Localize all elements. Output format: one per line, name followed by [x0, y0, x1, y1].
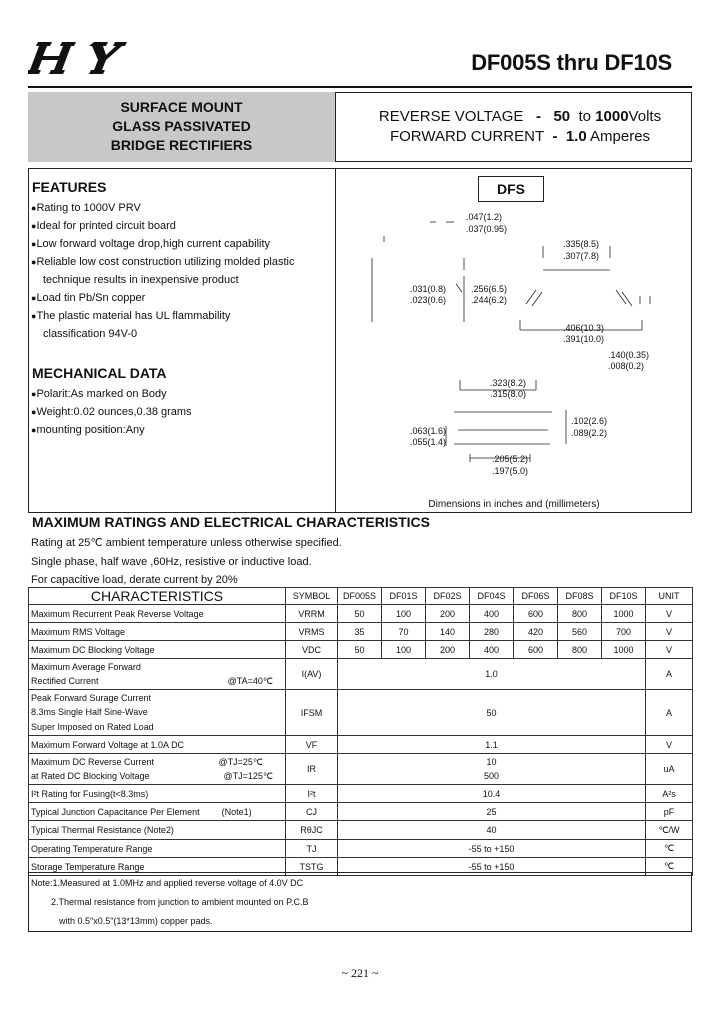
dim-label: .055(1.4) [410, 437, 447, 447]
rv-to: to [578, 108, 591, 125]
table-row: Operating Temperature Range TJ -55 to +150 ℃ [29, 840, 693, 858]
feature-item: ●Reliable low cost construction utilizing molded plastic [31, 256, 295, 268]
bullet-icon: ● [31, 257, 37, 267]
mechanical-item: ●Polarit:As marked on Body [31, 388, 167, 400]
dim-label: .047(1.2) [466, 212, 503, 222]
fc-dash: - [552, 128, 558, 145]
condition-line: For capacitive load, derate current by 20% [31, 574, 238, 586]
rv-low: 50 [553, 108, 571, 125]
fc-label: FORWARD CURRENT [389, 128, 545, 145]
dim-label: .406(10.3) [563, 323, 605, 333]
ratings-table [28, 587, 693, 876]
bullet-icon: ● [31, 407, 37, 417]
bullet-icon: ● [31, 203, 37, 213]
dim-label: .008(0.2) [608, 361, 645, 371]
page-title: DF005S thru DF10S [471, 50, 672, 75]
table-row: Maximum Average Forward Rectified Current @TA=40℃ I(AV) 1.0 A [29, 659, 693, 690]
bullet-icon: ● [31, 221, 37, 231]
product-line-3: BRIDGE RECTIFIERS [110, 137, 253, 153]
dim-label: .256(6.5) [471, 284, 508, 294]
package-name: DFS [478, 176, 544, 202]
table-row: I²t Rating for Fusing(t<8.3ms) I²t 10.4 A²s [29, 785, 693, 803]
ratings-summary [340, 107, 700, 147]
bullet-icon: ● [31, 425, 37, 435]
col-header: DF01S [382, 588, 426, 605]
feature-item: technique results in inexpensive product [43, 274, 239, 286]
table-row: Typical Junction Capacitance Per Element (Note1) CJ 25 pF [29, 803, 693, 821]
feature-item: classification 94V-0 [43, 328, 138, 340]
max-ratings-conditions [31, 534, 342, 590]
feature-item: ●Load tin Pb/Sn copper [31, 292, 146, 304]
bullet-icon: ● [31, 239, 37, 249]
col-header: UNIT [646, 588, 693, 605]
table-row: Maximum Forward Voltage at 1.0A DC VF 1.1 V [29, 736, 693, 754]
product-line-1: SURFACE MOUNT [120, 99, 243, 115]
bullet-icon: ● [31, 389, 37, 399]
condition-line: Rating at 25℃ ambient temperature unless otherwise specified. [31, 537, 342, 549]
dim-label: .323(8.2) [490, 378, 527, 388]
dim-label: .391(10.0) [563, 334, 605, 344]
col-header: DF06S [514, 588, 558, 605]
dim-label: .089(2.2) [571, 428, 608, 438]
dim-label: .102(2.6) [571, 416, 608, 426]
rv-dash: - [535, 108, 541, 125]
max-ratings-heading: MAXIMUM RATINGS AND ELECTRICAL CHARACTERISTICS [32, 514, 430, 530]
dimensions-caption: Dimensions in inches and (millimeters) [428, 499, 600, 510]
hy-logo [28, 40, 154, 76]
note-line: with 0.5"x0.5"(13*13mm) copper pads. [59, 916, 213, 926]
col-header: CHARACTERISTICS [29, 588, 286, 605]
dim-label: .335(8.5) [563, 239, 600, 249]
table-row: Maximum RMS Voltage VRMS 35 70 140 280 420 560 700 V [29, 623, 693, 641]
dim-label: .023(0.6) [410, 295, 447, 305]
dim-label: .063(1.6) [410, 426, 447, 436]
feature-item: ●Low forward voltage drop,high current capability [31, 238, 271, 250]
product-box [28, 92, 335, 162]
mechanical-item: ●mounting position:Any [31, 424, 145, 436]
col-header: DF02S [426, 588, 470, 605]
dim-label: .244(6.2) [471, 295, 508, 305]
dim-label: .307(7.8) [563, 251, 600, 261]
page-number: ~ 221 ~ [341, 966, 379, 980]
note-line: 2.Thermal resistance from junction to ambient mounted on P.C.B [51, 897, 309, 907]
dim-label: .205(5.2) [492, 454, 529, 464]
mechanical-item: ●Weight:0.02 ounces,0.38 grams [31, 406, 192, 418]
table-row: Storage Temperature Range TSTG -55 to +150 ℃ [29, 858, 693, 876]
col-header: DF005S [338, 588, 382, 605]
rv-label: REVERSE VOLTAGE [378, 108, 524, 125]
dim-label: .031(0.8) [410, 284, 447, 294]
mechanical-heading: MECHANICAL DATA [32, 365, 167, 381]
bullet-icon: ● [31, 311, 37, 321]
features-heading: FEATURES [32, 179, 107, 195]
col-header: DF04S [470, 588, 514, 605]
col-header: SYMBOL [286, 588, 338, 605]
logo-text: HY [28, 75, 30, 76]
dim-label: .140(0.35) [608, 350, 650, 360]
dim-label: .197(5.0) [492, 466, 529, 476]
features-list [31, 199, 294, 343]
notes [31, 874, 308, 931]
col-header: DF10S [602, 588, 646, 605]
table-row: Maximum DC Reverse Current @TJ=25℃ at Rated DC Blocking Voltage @TJ=125℃ IR 10 500 uA [29, 754, 693, 785]
table-row: Maximum Recurrent Peak Reverse Voltage VRRM 50 100 200 400 600 800 1000 V [29, 605, 693, 623]
fc-unit: Amperes [590, 128, 651, 145]
fc-value: 1.0 [565, 128, 587, 145]
col-header: DF08S [558, 588, 602, 605]
dim-label: .315(8.0) [490, 389, 527, 399]
table-row: Peak Forward Surage Current 8.3ms Single Half Sine-Wave Super Imposed on Rated Load IFSM 50 A [29, 690, 693, 736]
dim-label: .037(0.95) [466, 224, 508, 234]
table-row: Typical Thermal Resistance (Note2) RθJC 40 ℃/W [29, 821, 693, 840]
condition-line: Single phase, half wave ,60Hz, resistive or inductive load. [31, 555, 312, 568]
feature-item: ●The plastic material has UL flammability [31, 310, 231, 322]
rv-unit: Volts [628, 108, 662, 125]
rv-high: 1000 [595, 108, 629, 125]
table-row: Maximum DC Blocking Voltage VDC 50 100 200 400 600 800 1000 V [29, 641, 693, 659]
feature-item: ●Rating to 1000V PRV [31, 202, 141, 214]
product-line-2: GLASS PASSIVATED [112, 118, 251, 134]
package-outline-drawing [336, 200, 690, 490]
bullet-icon: ● [31, 293, 37, 303]
table-header-row [29, 588, 693, 605]
mechanical-list [31, 385, 192, 439]
note-line: Note:1.Measured at 1.0MHz and applied reverse voltage of 4.0V DC [31, 878, 304, 888]
feature-item: ●Ideal for printed circuit board [31, 220, 176, 232]
